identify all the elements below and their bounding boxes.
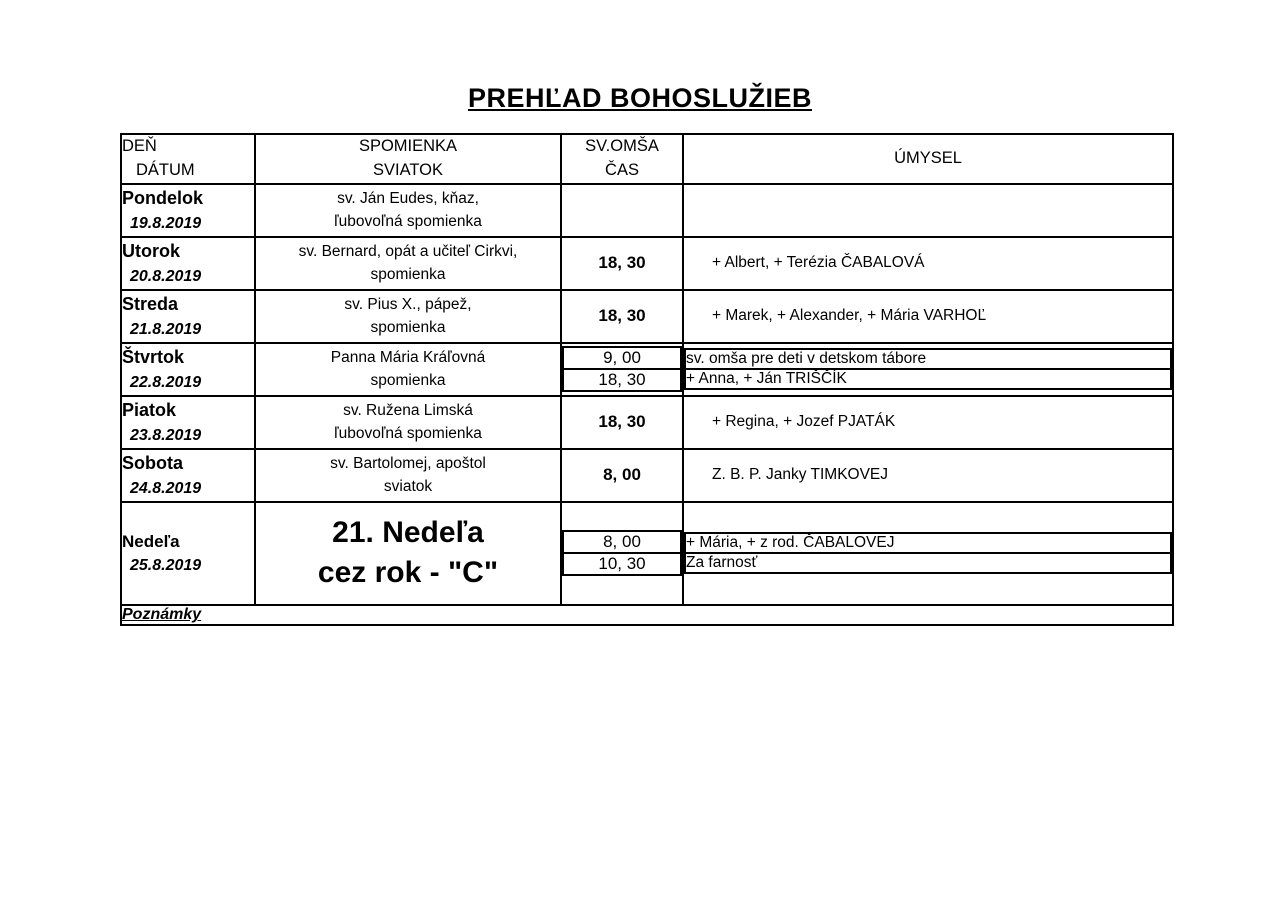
feast-cell (255, 502, 561, 605)
mass-time-subtable (562, 346, 682, 392)
mass-time-cell (561, 502, 683, 605)
header-feast-sub-label: SVIATOK (373, 160, 443, 179)
intention-cell (683, 502, 1173, 605)
table-row (121, 237, 1173, 290)
header-mass-label: SV.OMŠA (585, 137, 659, 155)
header-day-label: DEŇ (122, 137, 157, 155)
mass-time: 9, 00 (563, 347, 681, 369)
mass-time-cell (561, 184, 683, 237)
day-date: 25.8.2019 (130, 557, 202, 575)
page-title: PREHĽAD BOHOSLUŽIEB (467, 83, 812, 113)
feast-line-2: spomienka (370, 372, 446, 390)
feast-cell (255, 396, 561, 449)
feast-cell (255, 343, 561, 396)
header-mass-cell (561, 134, 683, 184)
feast-line-1: sv. Pius X., pápež, (344, 296, 472, 314)
day-date: 24.8.2019 (130, 479, 202, 497)
intention-cell (683, 343, 1173, 396)
feast-line-1: Panna Mária Kráľovná (330, 349, 486, 367)
feast-line-1: sv. Ružena Limská (343, 402, 473, 420)
header-feast-label: SPOMIENKA (358, 137, 458, 155)
intention-text: sv. omša pre deti v detskom tábore (685, 349, 1171, 369)
feast-line-2: cez rok - "C" (317, 556, 499, 590)
table-row (121, 290, 1173, 343)
intention-cell (683, 449, 1173, 502)
table-row (121, 396, 1173, 449)
day-cell (121, 449, 255, 502)
intention-cell (683, 290, 1173, 343)
header-mass-sub-label: ČAS (605, 160, 639, 179)
day-cell (121, 237, 255, 290)
day-cell (121, 290, 255, 343)
intention-text: + Regina, + Jozef PJATÁK (712, 413, 896, 431)
intention-text: + Marek, + Alexander, + Mária VARHOĽ (712, 307, 987, 325)
intention-subtable (684, 532, 1172, 574)
day-date: 23.8.2019 (130, 426, 202, 444)
header-intention-cell (683, 134, 1173, 184)
table-row (121, 502, 1173, 605)
day-cell (121, 396, 255, 449)
mass-time: 10, 30 (563, 553, 681, 575)
day-name: Utorok (122, 240, 180, 261)
day-name: Piatok (122, 399, 177, 420)
table-row (121, 343, 1173, 396)
intention-text (684, 200, 1172, 220)
table-row (121, 184, 1173, 237)
notes-cell (121, 605, 1173, 625)
mass-time-cell (561, 237, 683, 290)
feast-cell (255, 290, 561, 343)
feast-line-1: sv. Ján Eudes, kňaz, (337, 190, 479, 208)
day-cell (121, 502, 255, 605)
mass-schedule-table (120, 133, 1174, 626)
mass-time-cell (561, 396, 683, 449)
day-name: Streda (122, 293, 179, 314)
feast-line-2: spomienka (370, 319, 446, 337)
mass-time (562, 200, 682, 220)
mass-time-subtable (562, 530, 682, 576)
feast-line-1: sv. Bartolomej, apoštol (330, 455, 486, 473)
header-intention-label: ÚMYSEL (894, 148, 962, 167)
mass-time-cell (561, 290, 683, 343)
day-name: Štvrtok (122, 346, 185, 367)
table-header-row (121, 134, 1173, 184)
day-name: Nedeľa (122, 531, 180, 551)
table-row (121, 449, 1173, 502)
intention-text: + Anna, + Ján TRIŠČÍK (685, 369, 1171, 389)
mass-schedule-table-wrapper (120, 133, 1172, 626)
intention-cell (683, 237, 1173, 290)
day-cell (121, 184, 255, 237)
mass-time: 18, 30 (598, 253, 646, 273)
mass-time: 18, 30 (598, 412, 646, 432)
notes-label: Poznámky (122, 605, 202, 623)
feast-line-2: sviatok (383, 478, 433, 496)
feast-cell (255, 237, 561, 290)
notes-row (121, 605, 1173, 625)
header-date-label: DÁTUM (136, 160, 195, 179)
feast-line-2: ľubovoľná spomienka (334, 425, 482, 443)
day-date: 22.8.2019 (130, 373, 202, 391)
feast-cell (255, 449, 561, 502)
mass-time: 18, 30 (598, 306, 646, 326)
day-name: Pondelok (122, 187, 204, 208)
feast-line-2: spomienka (370, 266, 446, 284)
header-day-cell (121, 134, 255, 184)
feast-line-1: sv. Bernard, opát a učiteľ Cirkvi, (298, 243, 518, 261)
feast-line-2: ľubovoľná spomienka (334, 213, 482, 231)
mass-time-cell (561, 343, 683, 396)
day-cell (121, 343, 255, 396)
intention-text: Za farnosť (685, 553, 1171, 573)
day-date: 20.8.2019 (130, 267, 202, 285)
intention-text: + Mária, + z rod. ČABALOVEJ (685, 533, 1171, 553)
feast-cell (255, 184, 561, 237)
intention-text: + Albert, + Terézia ČABALOVÁ (712, 254, 925, 272)
mass-time: 18, 30 (563, 369, 681, 391)
intention-text: Z. B. P. Janky TIMKOVEJ (712, 466, 889, 484)
day-name: Sobota (122, 452, 183, 473)
intention-subtable (684, 348, 1172, 390)
feast-line-1: 21. Nedeľa (332, 515, 484, 549)
day-date: 21.8.2019 (130, 320, 202, 338)
mass-time-cell (561, 449, 683, 502)
intention-cell (683, 396, 1173, 449)
mass-time: 8, 00 (603, 465, 641, 485)
header-feast-cell (255, 134, 561, 184)
intention-cell (683, 184, 1173, 237)
day-date: 19.8.2019 (130, 214, 202, 232)
mass-time: 8, 00 (563, 531, 681, 553)
